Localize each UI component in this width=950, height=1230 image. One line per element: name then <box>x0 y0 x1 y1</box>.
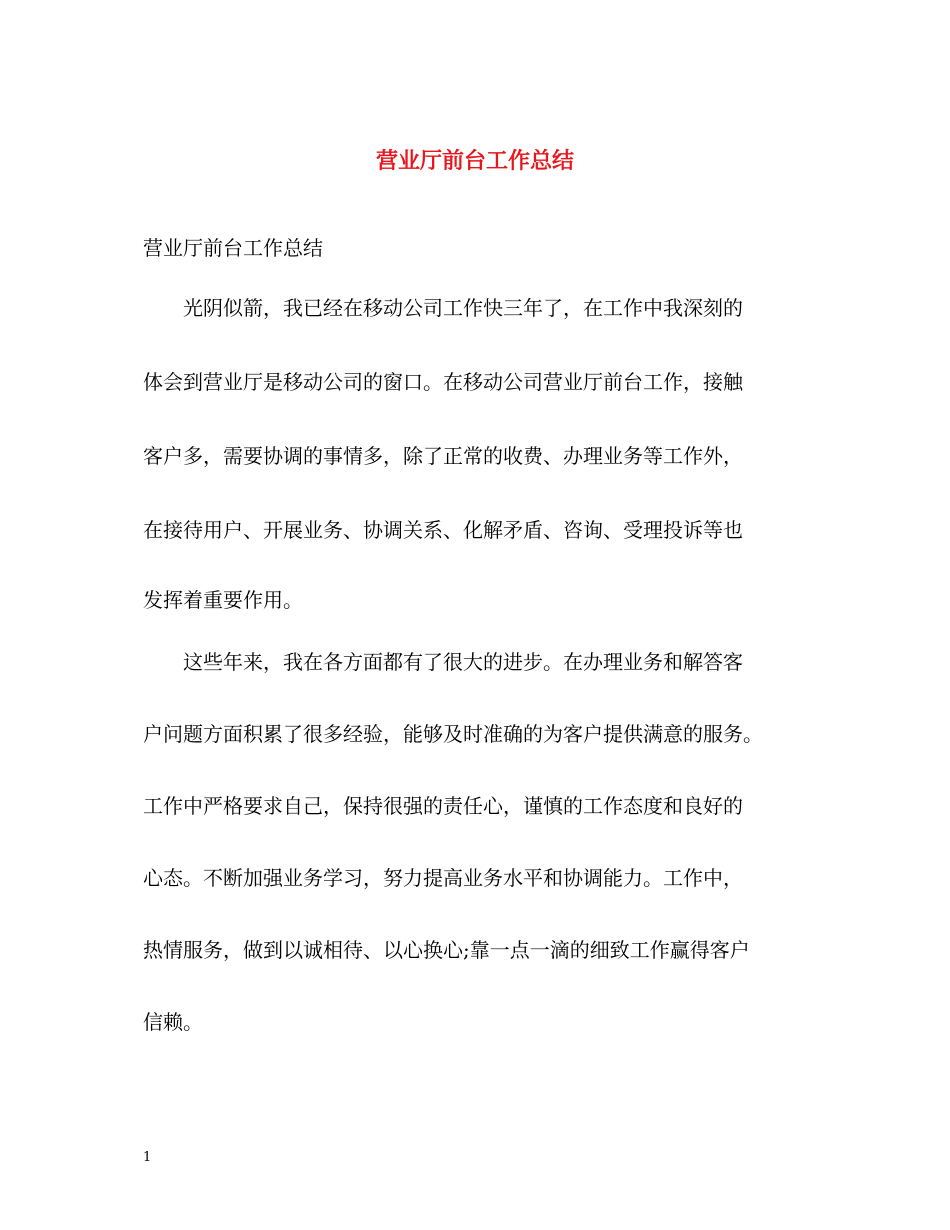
paragraph-line: 客户多，需要协调的事情多，除了正常的收费、办理业务等工作外， <box>143 444 743 468</box>
paragraph-line: 户问题方面积累了很多经验，能够及时准确的为客户提供满意的服务。 <box>143 722 763 746</box>
document-title: 营业厅前台工作总结 <box>375 148 574 174</box>
paragraph-line: 热情服务，做到以诚相待、以心换心;靠一点一滴的细致工作赢得客户 <box>143 938 750 962</box>
page-number: 1 <box>143 1150 152 1165</box>
paragraph-line: 心态。不断加强业务学习，努力提高业务水平和协调能力。工作中， <box>143 866 743 890</box>
paragraph-line: 在接待用户、开展业务、协调关系、化解矛盾、咨询、受理投诉等也 <box>143 518 743 542</box>
document-subtitle: 营业厅前台工作总结 <box>143 236 323 260</box>
paragraph-line: 信赖。 <box>143 1010 203 1034</box>
paragraph-line: 发挥着重要作用。 <box>143 588 303 612</box>
paragraph-line: 工作中严格要求自己，保持很强的责任心，谨慎的工作态度和良好的 <box>143 794 743 818</box>
paragraph-line: 光阴似箭，我已经在移动公司工作快三年了，在工作中我深刻的 <box>143 296 743 320</box>
paragraph-line: 体会到营业厅是移动公司的窗口。在移动公司营业厅前台工作，接触 <box>143 370 743 394</box>
paragraph-line: 这些年来，我在各方面都有了很大的进步。在办理业务和解答客 <box>143 650 743 674</box>
